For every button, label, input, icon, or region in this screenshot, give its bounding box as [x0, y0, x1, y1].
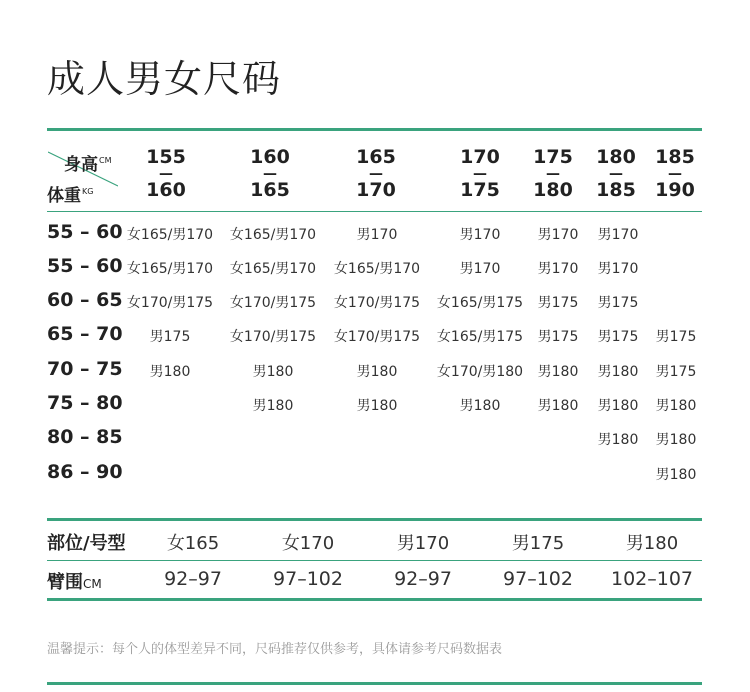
weight-row-label: 55 – 60	[47, 221, 123, 243]
size-cell: 男180	[356, 364, 398, 380]
size-cell: 女170/男180	[436, 364, 524, 380]
size-cell: 女170/男175	[126, 295, 214, 311]
size-cell: 女165/男175	[436, 329, 524, 345]
weight-row-label: 55 – 60	[47, 255, 123, 277]
weight-row-label: 65 – 70	[47, 323, 123, 345]
arm-value: 92–97	[164, 568, 222, 590]
size-cell: 男170	[597, 227, 639, 243]
weight-row-label: 80 – 85	[47, 426, 123, 448]
size-cell: 男175	[655, 329, 697, 345]
part-size-label: 部位/号型	[47, 533, 126, 554]
size-label: 女165	[166, 533, 220, 554]
height-header: 身高$^{CM}$	[64, 155, 112, 175]
size-cell: 女165/男170	[229, 261, 317, 277]
size-cell: 女170/男175	[229, 295, 317, 311]
size-label: 男175	[511, 533, 565, 554]
size-cell: 女165/男170	[229, 227, 317, 243]
size-cell: 男175	[537, 329, 579, 345]
height-col-170: 170 — 175	[460, 146, 500, 201]
size-cell: 男180	[655, 398, 697, 414]
size-cell: 女170/男175	[333, 295, 421, 311]
size-cell: 男175	[597, 295, 639, 311]
size-cell: 男180	[537, 364, 579, 380]
size-cell: 女165/男170	[126, 227, 214, 243]
weight-row-label: 60 – 65	[47, 289, 123, 311]
arm-circumference-label: 臂围CM	[47, 572, 102, 593]
arm-value: 97–102	[503, 568, 573, 590]
size-cell: 男180	[252, 398, 294, 414]
height-col-175: 175 — 180	[533, 146, 573, 201]
size-cell: 男180	[252, 364, 294, 380]
arm-value: 92–97	[394, 568, 452, 590]
size-label: 男180	[625, 533, 679, 554]
size-cell: 男170	[356, 227, 398, 243]
size-cell: 男170	[459, 261, 501, 277]
size-cell: 男170	[537, 227, 579, 243]
weight-row-label: 70 – 75	[47, 358, 123, 380]
footer-divider	[47, 682, 702, 685]
size-cell: 男175	[597, 329, 639, 345]
arm-value: 97–102	[273, 568, 343, 590]
size-cell: 男180	[655, 432, 697, 448]
size-cell: 男180	[597, 398, 639, 414]
size-cell: 男180	[149, 364, 191, 380]
size-label: 男170	[396, 533, 450, 554]
height-col-180: 180 — 185	[596, 146, 636, 201]
height-col-160: 160 — 165	[250, 146, 290, 201]
size-cell: 男180	[597, 364, 639, 380]
size-cell: 女170/男175	[333, 329, 421, 345]
weight-row-label: 86 – 90	[47, 461, 123, 483]
top-divider	[47, 128, 702, 131]
height-col-185: 185 — 190	[655, 146, 695, 201]
height-col-165: 165 — 170	[356, 146, 396, 201]
bottom-table-top-divider	[47, 518, 702, 521]
size-cell: 男170	[537, 261, 579, 277]
size-cell: 男175	[149, 329, 191, 345]
arm-value: 102–107	[610, 568, 694, 590]
weight-row-label: 75 – 80	[47, 392, 123, 414]
size-cell: 女170/男175	[229, 329, 317, 345]
size-cell: 男180	[459, 398, 501, 414]
size-cell: 女165/男170	[333, 261, 421, 277]
height-col-155: 155 — 160	[146, 146, 186, 201]
size-cell: 女165/男175	[436, 295, 524, 311]
size-cell: 男175	[655, 364, 697, 380]
size-label: 女170	[281, 533, 335, 554]
size-cell: 男175	[537, 295, 579, 311]
size-cell: 男180	[655, 467, 697, 483]
size-tip-note: 温馨提示：每个人的体型差异不同，尺码推荐仅供参考，具体请参考尺码数据表	[47, 642, 503, 657]
bottom-table-mid-divider	[47, 560, 702, 561]
page-title: 成人男女尺码	[47, 57, 282, 101]
size-cell: 男180	[537, 398, 579, 414]
size-cell: 男180	[597, 432, 639, 448]
weight-header: 体重$^{KG}$	[47, 186, 94, 206]
size-cell: 女165/男170	[126, 261, 214, 277]
size-cell: 男180	[356, 398, 398, 414]
size-cell: 男170	[459, 227, 501, 243]
header-divider	[47, 211, 702, 212]
bottom-table-bottom-divider	[47, 598, 702, 601]
size-cell: 男170	[597, 261, 639, 277]
